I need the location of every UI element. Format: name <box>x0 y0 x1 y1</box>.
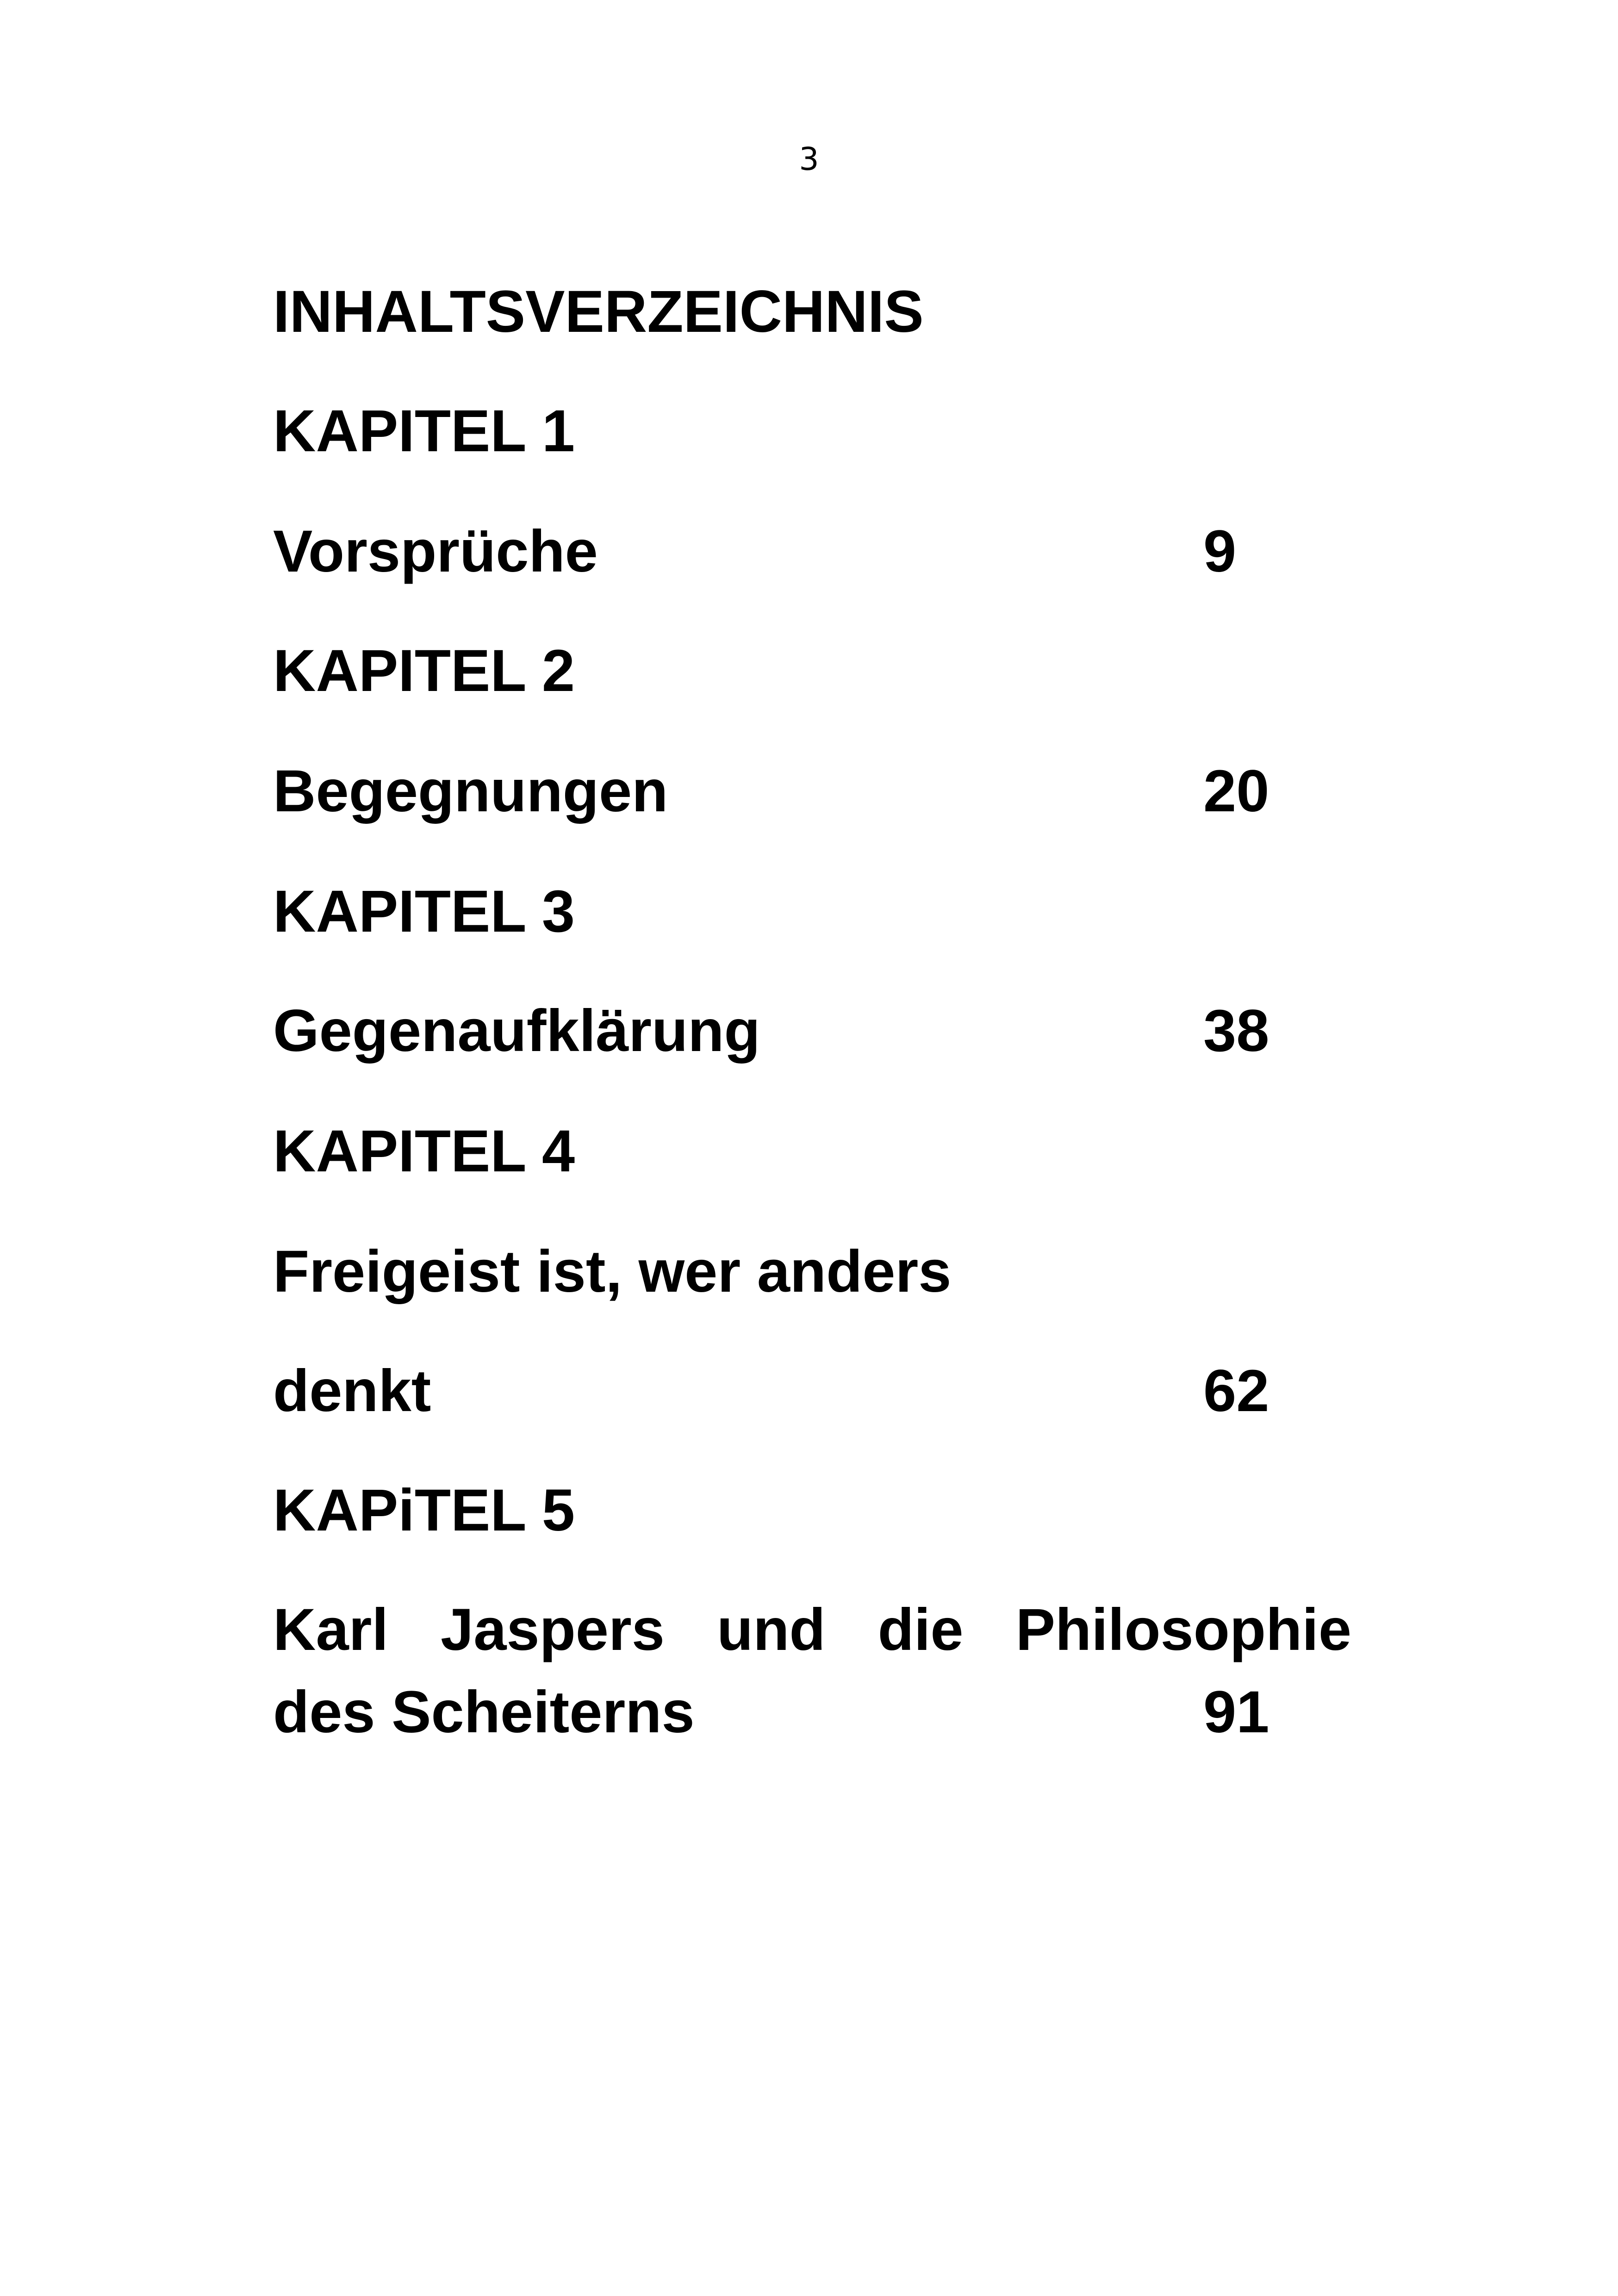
toc-entry-title: des Scheiterns <box>273 1679 695 1745</box>
toc-entry-page: 38 <box>1203 998 1270 1064</box>
toc-entry-page: 20 <box>1203 758 1270 824</box>
toc-entry-title: denkt <box>273 1358 431 1424</box>
toc-entry-1[interactable] <box>273 515 1351 589</box>
toc-entry-4-line-1[interactable] <box>273 1235 1351 1309</box>
toc-entry-word: Jaspers <box>441 1597 665 1663</box>
toc-entry-title: Freigeist ist, wer anders <box>273 1238 952 1305</box>
toc-entry-2[interactable] <box>273 754 1351 828</box>
toc-entry-4-line-2[interactable] <box>273 1354 1351 1428</box>
toc-entry-title: Begegnungen <box>273 758 668 824</box>
page-title: INHALTSVERZEICHNIS <box>273 279 924 345</box>
toc-entry-page: 9 <box>1203 518 1237 585</box>
toc-entry-word: und <box>717 1597 826 1663</box>
toc-entry-word: Karl <box>273 1597 388 1663</box>
toc-entry-word: Philosophie <box>1015 1597 1351 1663</box>
toc-entry-3[interactable] <box>273 994 1351 1068</box>
toc-entry-page: 91 <box>1203 1679 1270 1745</box>
page-number: 3 <box>799 141 819 178</box>
toc-entry-word: die <box>877 1597 964 1663</box>
toc-entry-page: 62 <box>1203 1358 1270 1424</box>
toc-entry-title: Vorsprüche <box>273 518 598 585</box>
toc-entry-5-line-1[interactable] <box>273 1593 1351 1667</box>
toc-entry-5-line-2[interactable] <box>273 1675 1351 1749</box>
toc-entry-title: Gegenaufklärung <box>273 998 760 1064</box>
